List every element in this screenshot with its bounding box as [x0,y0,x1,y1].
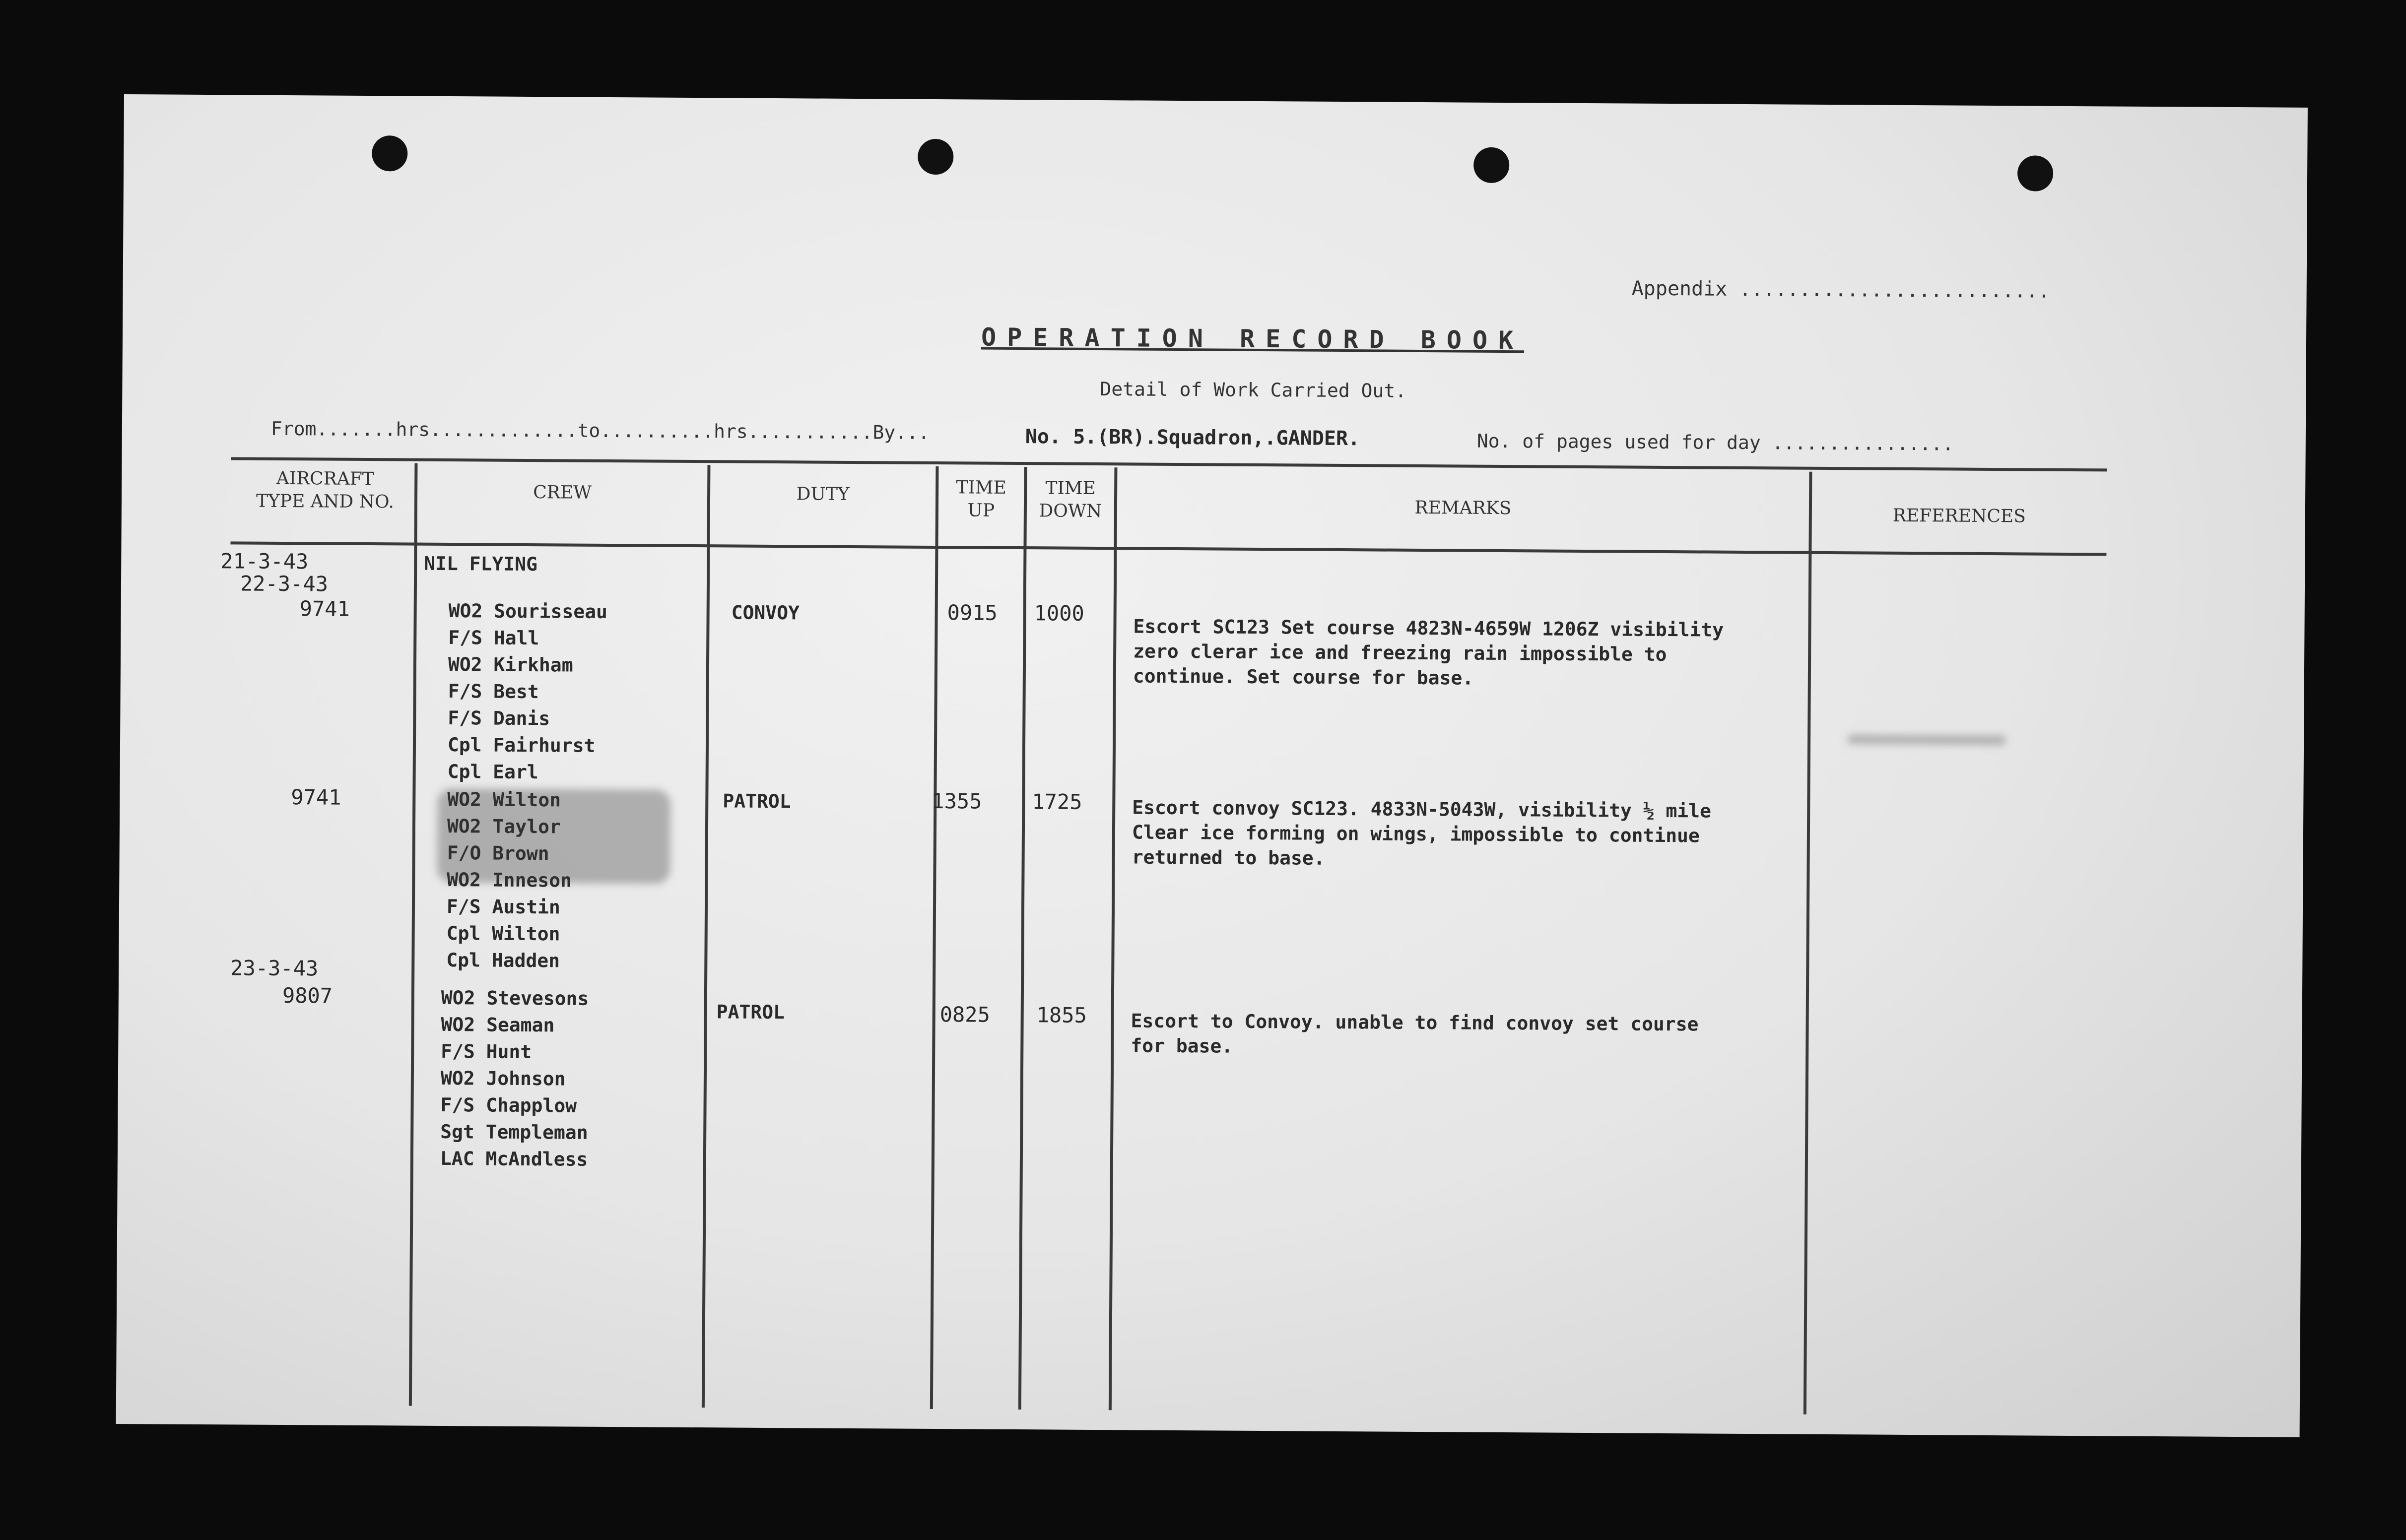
crew-member: Cpl Wilton [446,922,560,945]
aircraft-number: 9741 [291,785,341,810]
remarks-line: Clear ice forming on wings, impossible to continue [1132,821,1700,847]
crew-member: F/O Brown [447,842,549,865]
remarks-line: zero clerar ice and freezing rain impossible to [1133,640,1667,666]
punch-hole [918,139,953,175]
remarks-line: Escort SC123 Set course 4823N-4659W 1206Z visibility [1133,615,1724,641]
duty-value: PATROL [716,1001,785,1024]
crew-member: F/S Austin [446,896,560,918]
aircraft-number: 9741 [299,596,350,621]
column-divider [702,465,711,1408]
crew-member: WO2 Seaman [441,1013,555,1036]
stray-mark [1847,735,2006,745]
from-line: From.......hrs.............to..........hrs...........By... [270,417,930,444]
remarks-text [1132,795,1711,873]
remarks-line: Escort to Convoy. unable to find convoy set course [1131,1010,1699,1035]
col-header-duty: DUTY [796,484,850,505]
crew-member: Cpl Hadden [446,949,560,972]
crew-member: F/S Hunt [441,1040,532,1063]
crew-member: WO2 Sourisseau [448,600,608,623]
crew-member: LAC McAndless [440,1147,588,1170]
crew-list [448,597,608,786]
col-header-crew: CREW [533,482,592,503]
duty-value: CONVOY [731,601,800,624]
aircraft-number: 9807 [282,983,333,1008]
crew-member: Sgt Templeman [440,1120,588,1144]
appendix-label: Appendix .......................... [1631,277,2050,303]
entry-date: 23-3-43 [230,956,319,981]
column-divider [409,463,418,1406]
remarks-text [1133,614,1724,692]
column-divider [1018,467,1027,1410]
column-divider [1804,472,1812,1414]
remarks-line: returned to base. [1132,846,1325,869]
punch-hole [1473,147,1509,183]
col-header-references: REFERENCES [1892,505,2026,527]
time-up-value: 0915 [947,600,998,625]
crew-member: F/S Best [448,680,539,703]
crew-list [440,984,589,1173]
col-header-aircraft: AIRCRAFT TYPE AND NO. [256,468,395,513]
page-title: OPERATION RECORD BOOK [981,322,1525,355]
col-header-remarks: REMARKS [1414,497,1512,519]
squadron-name: No. 5.(BR).Squadron,.GANDER. [1025,425,1360,450]
crew-member: F/S Chapplow [440,1093,577,1117]
crew-member: WO2 Kirkham [448,653,573,676]
ink-smudge [437,788,670,884]
duty-value: PATROL [723,790,791,813]
remarks-line: Escort convoy SC123. 4833N-5043W, visibility ½ mile [1132,796,1712,822]
column-divider [1109,467,1118,1410]
crew-member: WO2 Wilton [447,788,561,811]
crew-member: WO2 Johnson [440,1067,566,1090]
crew-member: WO2 Inneson [447,869,572,892]
punch-hole [372,135,407,171]
column-divider [930,466,939,1409]
col-header-time-down: TIME DOWN [1039,478,1102,522]
table-top-rule [231,457,2107,471]
entry-date: 22-3-43 [240,571,329,596]
time-up-value: 1355 [932,788,982,814]
punch-hole [2017,155,2053,191]
time-down-value: 1855 [1036,1003,1087,1027]
record-sheet [116,94,2308,1437]
crew-member: Cpl Fairhurst [447,734,596,757]
crew-member: WO2 Taylor [447,815,561,838]
entry-date: 21-3-43 [220,549,309,574]
crew-member: WO2 Stevesons [441,986,589,1010]
crew-member: F/S Danis [448,707,550,730]
remarks-line: for base. [1131,1034,1233,1057]
crew-member: F/S Hall [448,627,539,649]
time-down-value: 1000 [1034,601,1084,626]
time-down-value: 1725 [1032,789,1082,814]
remarks-line: continue. Set course for base. [1133,665,1474,689]
page-subtitle: Detail of Work Carried Out. [1100,378,1407,402]
nil-flying-note: NIL FLYING [424,552,538,576]
remarks-text [1131,1008,1698,1061]
crew-member: Cpl Earl [447,761,538,783]
pages-used-label: No. of pages used for day ................ [1476,430,1954,455]
col-header-time-up: TIME UP [956,477,1006,521]
time-up-value: 0825 [939,1002,991,1027]
